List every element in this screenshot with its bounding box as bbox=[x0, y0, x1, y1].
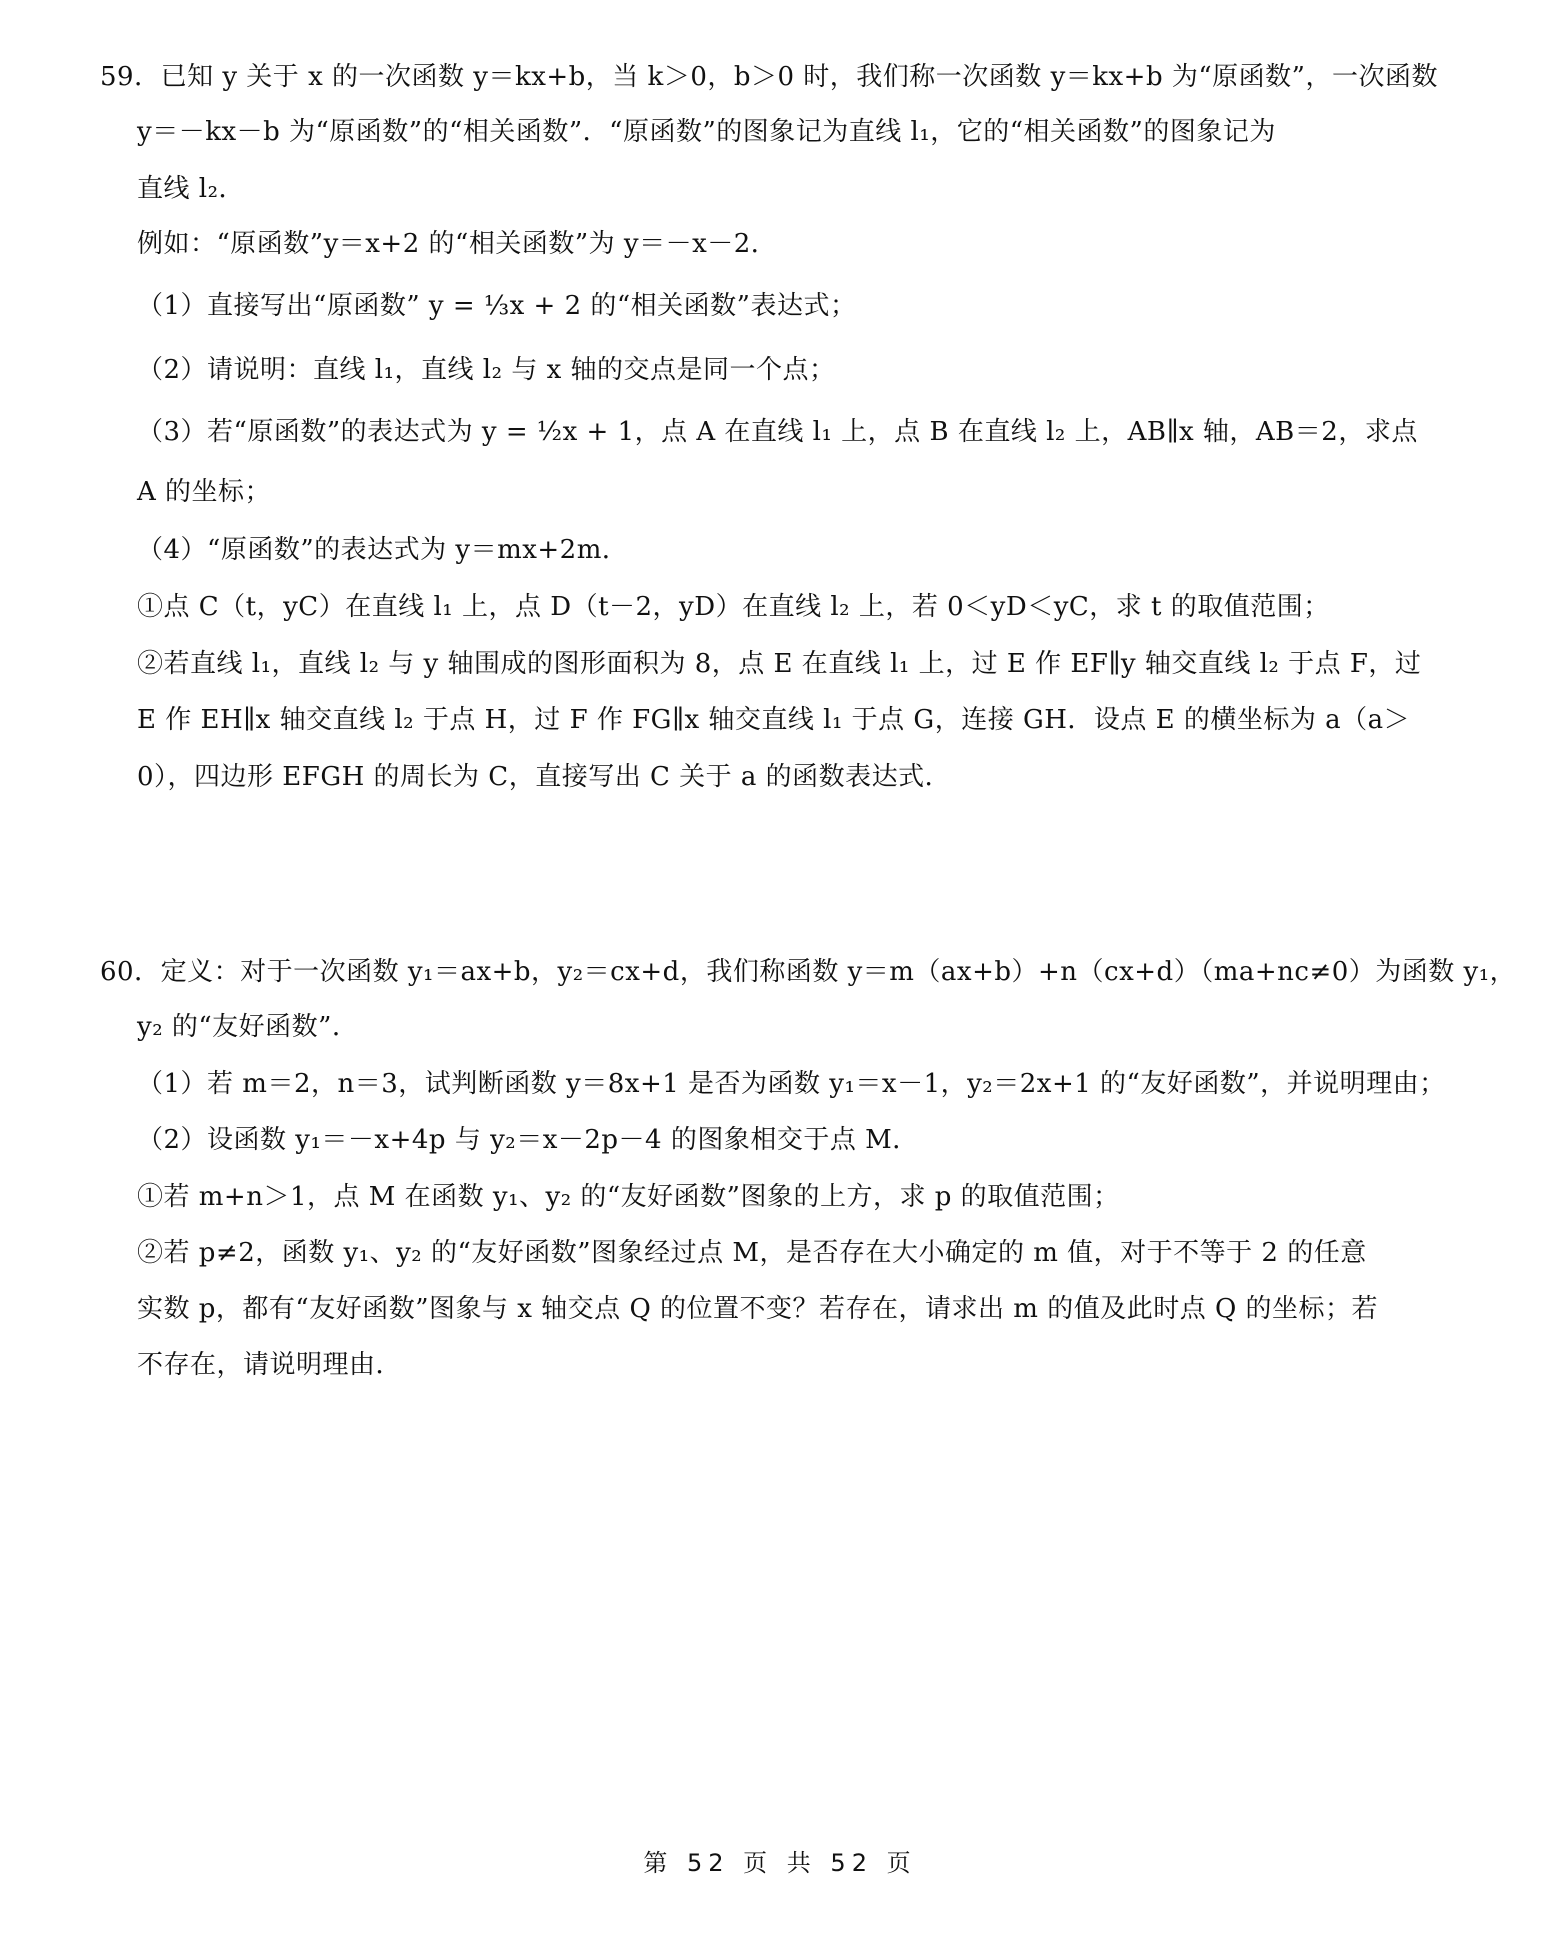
question-59-example: 例如：“原函数”y＝x+2 的“相关函数”为 y＝－x－2． bbox=[137, 229, 778, 259]
question-59-part-2: （2）请说明：直线 l₁，直线 l₂ 与 x 轴的交点是同一个点； bbox=[137, 355, 836, 385]
question-60-line-2: y₂ 的“友好函数”． bbox=[137, 1012, 359, 1042]
question-59-part-4-sub-2-cont: E 作 EH∥x 轴交直线 l₂ 于点 H，过 F 作 FG∥x 轴交直线 l₁ 于点 G，连接 GH．设点 E 的横坐标为 a（a＞ bbox=[137, 705, 1411, 735]
question-60-part-2-sub-2: ②若 p≠2，函数 y₁、y₂ 的“友好函数”图象经过点 M，是否存在大小确定的 m 值，对于不等于 2 的任意 bbox=[137, 1238, 1367, 1268]
question-60-part-2-sub-1: ①若 m+n＞1，点 M 在函数 y₁、y₂ 的“友好函数”图象的上方，求 p 的取值范围； bbox=[137, 1182, 1120, 1212]
page-footer: 第 52 页 共 52 页 bbox=[643, 1849, 917, 1877]
question-59-part-4-sub-1: ①点 C（t，yC）在直线 l₁ 上，点 D（t－2，yD）在直线 l₂ 上，若 0＜yD＜yC，求 t 的取值范围； bbox=[137, 592, 1330, 622]
question-59-part-1: （1）直接写出“原函数” y = ⅓x + 2 的“相关函数”表达式； bbox=[137, 291, 857, 321]
question-59-part-3: （3）若“原函数”的表达式为 y = ½x + 1，点 A 在直线 l₁ 上，点 B 在直线 l₂ 上，AB∥x 轴，AB＝2，求点 bbox=[137, 417, 1418, 447]
question-59-part-4-sub-2-end: 0），四边形 EFGH 的周长为 C，直接写出 C 关于 a 的函数表达式． bbox=[137, 762, 952, 792]
question-59-part-4: （4）“原函数”的表达式为 y＝mx+2m． bbox=[137, 535, 629, 565]
question-60-part-1: （1）若 m＝2，n＝3，试判断函数 y＝8x+1 是否为函数 y₁＝x－1，y₂＝2x+1 的“友好函数”，并说明理由； bbox=[137, 1069, 1446, 1099]
question-59-part-4-sub-2: ②若直线 l₁，直线 l₂ 与 y 轴围成的图形面积为 8，点 E 在直线 l₁ 上，过 E 作 EF∥y 轴交直线 l₂ 于点 F，过 bbox=[137, 649, 1422, 679]
question-59-line-1: 59．已知 y 关于 x 的一次函数 y＝kx+b，当 k＞0，b＞0 时，我们称一次函数 y＝kx+b 为“原函数”，一次函数 bbox=[100, 62, 1438, 92]
question-60-line-1: 60．定义：对于一次函数 y₁＝ax+b，y₂＝cx+d，我们称函数 y＝m（ax+b）+n（cx+d）（ma+nc≠0）为函数 y₁， bbox=[100, 957, 1517, 987]
question-60-part-2-sub-2-end: 不存在，请说明理由． bbox=[137, 1350, 403, 1380]
question-59-line-3: 直线 l₂． bbox=[137, 174, 246, 204]
question-60-part-2-sub-2-cont: 实数 p，都有“友好函数”图象与 x 轴交点 Q 的位置不变？若存在，请求出 m 的值及此时点 Q 的坐标；若 bbox=[137, 1294, 1379, 1324]
question-59-line-2: y＝－kx－b 为“原函数”的“相关函数”．“原函数”的图象记为直线 l₁，它的“相关函数”的图象记为 bbox=[137, 117, 1276, 147]
question-60-part-2: （2）设函数 y₁＝－x+4p 与 y₂＝x－2p－4 的图象相交于点 M． bbox=[137, 1125, 919, 1155]
question-59-part-3-cont: A 的坐标； bbox=[137, 477, 272, 507]
